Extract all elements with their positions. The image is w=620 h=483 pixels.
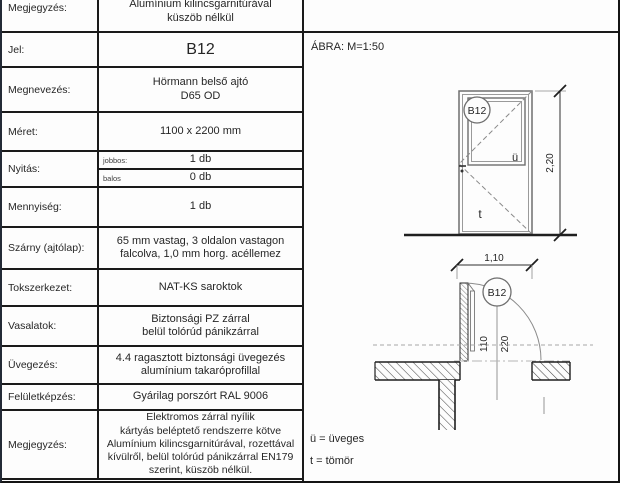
value-line: 65 mm vastag, 3 oldalon vastagon [116,234,285,247]
spec-row-feluletkepzes [2,385,302,411]
jobbos-key: jobbos: [103,156,128,165]
row-label: Méret: [2,113,99,150]
nyitas-jobbos-row [99,152,302,170]
value-line: D65 OD [180,89,221,102]
row-value: Gyárilag porszórt RAL 9006 [132,390,269,403]
row-value: 1100 x 2200 mm [159,124,242,137]
spec-row-jel [2,33,302,68]
perpendicular-wall-hatch [439,380,455,430]
value-line: kártyás beléptető rendszerre kötve [119,424,282,437]
row-value: NAT-KS saroktok [158,280,243,293]
spec-row-meret [2,113,302,152]
value-line: belül tolórúd pánikzárral [142,326,259,338]
door-lock-dot [461,170,464,173]
value-line: Alumínium kilincsgarnitúrával, rozettával [106,437,295,450]
spec-row-vasalatok [2,307,302,347]
opening-width-text: 110 [479,336,490,352]
balos-value: 0 db [189,171,212,183]
plan-view [373,253,593,430]
figure-panel [302,0,620,481]
height-dim-text: 2,20 [545,153,556,173]
wall-right-hatch [532,362,570,380]
value-line: 4.4 ragasztott biztonsági üvegezés [115,351,286,364]
leaf-face-line [471,291,475,351]
row-label: Mennyiség: [2,188,99,226]
spec-row-megnevezes [2,68,302,113]
value-line: Biztonsági PZ zárral [151,312,250,325]
figure-scale-label: ÁBRA: M=1:50 [311,41,385,53]
value-line: alumínium takaróprofillal [140,365,261,377]
legend-glazed: ü = üveges [310,433,365,445]
swing-dash-lower [459,164,532,234]
row-label: Nyitás: [2,152,99,186]
value-line: Elektromos zárral nyílik [146,411,255,424]
row-label: Szárny (ajtólap): [2,228,99,268]
row-label: Megjegyzés: [2,411,99,478]
width-dim-text: 1,10 [484,253,504,264]
row-value [99,347,302,383]
row-label: Üvegezés: [2,347,99,383]
row-label: Vasalatok: [2,307,99,345]
figure-legend [310,433,365,467]
value-line: Hörmann belső ajtó [152,76,249,88]
spec-row-szarny [2,228,302,270]
spec-row-megjegyzes-top [2,0,302,33]
row-label: Megjegyzés: [2,0,99,31]
row-value [99,307,302,345]
elevation-tag-text: B12 [467,105,487,117]
leaf-cap-line [468,283,474,291]
row-label: Megnevezés: [2,68,99,111]
spec-row-megjegyzes [2,411,302,480]
row-value [99,68,302,111]
spec-row-uvegezes [2,347,302,385]
elevation-view [404,85,577,241]
value-line: szerint, küszöb nélkül. [148,464,253,477]
plan-tag-text: B12 [487,287,507,299]
row-value [99,0,302,31]
row-value: 1 db [189,200,212,213]
legend-solid: t = tömör [310,455,354,467]
spec-row-tokszerkezet [2,270,302,307]
value-line: kívülről, belül tolórúd pánikzárral EN179 [107,451,294,464]
wall-left-hatch [375,362,460,380]
row-value [99,411,302,478]
row-value [99,152,302,186]
spec-row-mennyiseg [2,188,302,228]
jobbos-value: 1 db [189,153,212,165]
balos-key: balos [103,173,121,183]
door-leaf-plan [460,283,468,361]
row-value [99,228,302,268]
spec-row-nyitas [2,152,302,188]
spec-table [2,0,302,480]
value-line: küszöb nélkül [167,11,234,24]
value-line: falcolva, 1,0 mm horg. acéllemez [120,248,281,260]
row-label: Tokszerkezet: [2,270,99,305]
glazed-area-label: ü [511,152,519,164]
value-line-clipped: Alumínium kilincsgarnitúrával [129,0,272,10]
opening-height-text: 220 [500,335,511,353]
row-label: Felületképzés: [2,385,99,409]
row-label: Jel: [2,33,99,66]
solid-area-label: t [478,207,482,221]
door-tag-value: B12 [186,40,215,58]
door-drawing [304,33,620,479]
nyitas-balos-row [99,170,302,186]
